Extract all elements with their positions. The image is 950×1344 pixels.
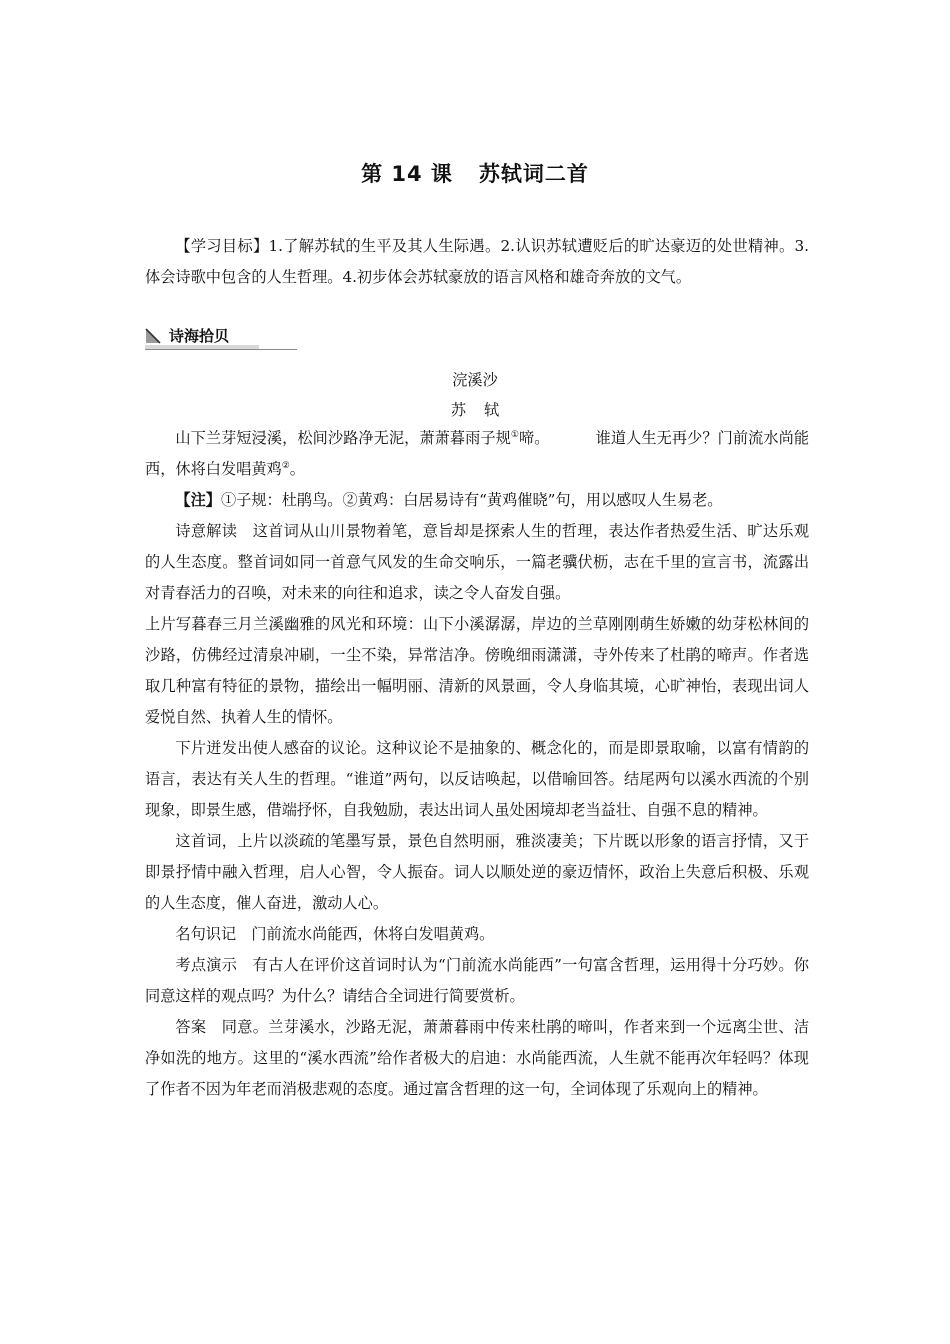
- paragraph-second-half: 下片迸发出使人感奋的议论。这种议论不是抽象的、概念化的，而是即景取喻，以富有情韵的语言，表达有关人生的哲理。“谁道”两句，以反诘唤起，以借喻回答。结尾两句以溪水西流的个别现象，即景生感，借端抒怀，自我勉励，表达出词人虽处困境却老当益壮、自强不息的精神。: [145, 739, 809, 819]
- section-header: [145, 326, 297, 350]
- body-text: [145, 423, 809, 1105]
- lesson-number: 第 14 课: [361, 162, 453, 186]
- poem-text: 山下兰芽短浸溪，松间沙路净无泥，萧萧暮雨子规①啼。 谁道人生无再少？门前流水尚能西，休将白发唱黄鸡②。: [145, 429, 810, 478]
- learning-objectives: [145, 231, 809, 293]
- page-title: [0, 158, 950, 188]
- paragraph-exercise: 考点演示 有古人在评价这首词时认为“门前流水尚能西”一句富含哲理，运用得十分巧妙。你同意这样的观点吗？为什么？请结合全词进行简要赏析。: [145, 956, 809, 1005]
- objectives-text: 1.了解苏轼的生平及其人生际遇。2.认识苏轼遭贬后的旷达豪迈的处世精神。3.体会诗歌中包含的人生哲理。4.初步体会苏轼豪放的语言风格和雄奇奔放的文气。: [145, 237, 809, 286]
- paragraph-famous-lines: 名句识记 门前流水尚能西，休将白发唱黄鸡。: [175, 925, 495, 943]
- paragraph-answer: 答案 同意。兰芽溪水，沙路无泥，萧萧暮雨中传来杜鹃的啼叫，作者来到一个远离尘世、洁净如洗的地方。这里的“溪水西流”给作者极大的启迪：水尚能西流，人生就不能再次年轻吗？体现了作者不因为年老而消极悲观的态度。通过富含哲理的这一句，全词体现了乐观向上的精神。: [145, 1018, 809, 1098]
- paragraph-summary: 这首词，上片以淡疏的笔墨写景，景色自然明丽，雅淡凄美；下片既以形象的语言抒情，又于即景抒情中融入哲理，启人心智，令人振奋。词人以顺处逆的豪迈情怀，政治上失意后积极、乐观的人生态度，催人奋进，激动人心。: [145, 832, 809, 912]
- note-marker-2: ②: [281, 461, 290, 471]
- diagonal-slash-icon: [145, 328, 161, 344]
- section-rule: [145, 349, 297, 350]
- objectives-label: 【学习目标】: [175, 237, 269, 255]
- paragraph-first-half: 上片写暮春三月兰溪幽雅的风光和环境：山下小溪潺潺，岸边的兰草刚刚萌生娇嫩的幼芽松林间的沙路，仿佛经过清泉冲刷，一尘不染，异常洁净。傍晚细雨潇潇，寺外传来了杜鹃的啼声。作者选取几种富有特征的景物，描绘出一幅明丽、清新的风景画，令人身临其境，心旷神怡，表现出词人爱悦自然、执着人生的情怀。: [145, 615, 809, 726]
- notes: [145, 485, 809, 516]
- poem-title: 浣溪沙: [452, 371, 498, 389]
- note-marker-1: ①: [510, 430, 520, 440]
- notes-text: ①子规：杜鹃鸟。②黄鸡：白居易诗有“黄鸡催晓”句，用以感叹人生易老。: [220, 491, 723, 509]
- notes-label: 【注】: [175, 491, 221, 509]
- section-label: 诗海拾贝: [169, 327, 230, 345]
- lesson-name: 苏轼词二首: [478, 162, 589, 186]
- paragraph-interpretation: 诗意解读 这首词从山川景物着笔，意旨却是探索人生的哲理，表达作者热爱生活、旷达乐观的人生态度。整首词如同一首意气风发的生命交响乐，一篇老骥伏枥，志在千里的宣言书，流露出对青春活力的召唤，对未来的向往和追求，读之令人奋发自强。: [145, 522, 809, 602]
- poem-author: 苏轼: [450, 401, 518, 419]
